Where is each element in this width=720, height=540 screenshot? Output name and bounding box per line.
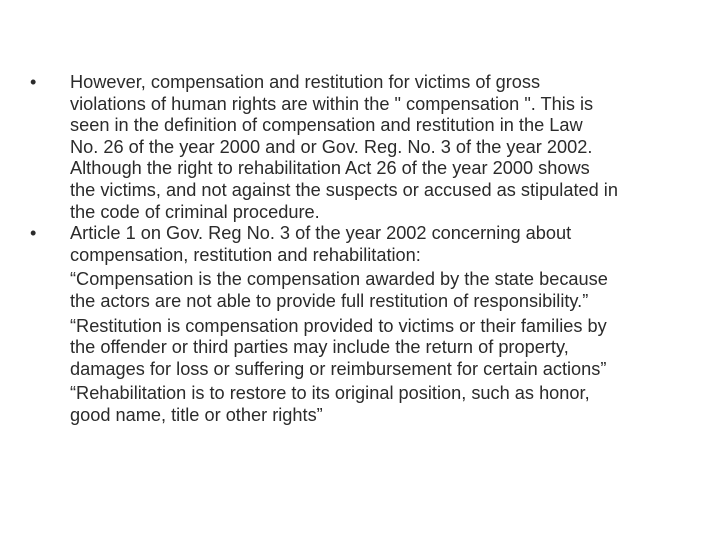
text-line: the actors are not able to provide full restitution of responsibility.”	[70, 290, 589, 311]
bullet-icon: •	[30, 72, 37, 92]
text-line: the code of criminal procedure.	[70, 201, 320, 222]
bullet-item-compensation-restitution	[28, 72, 688, 223]
text-line: compensation, restitution and rehabilitation:	[70, 244, 421, 265]
bullet-text	[70, 223, 688, 426]
text-line: seen in the definition of compensation and restitution in the Law	[70, 115, 583, 136]
text-line: damages for loss or suffering or reimbursement for certain actions”	[70, 358, 607, 379]
slide-body	[28, 72, 688, 427]
bullet-item-article-1	[28, 223, 688, 426]
text-line: violations of human rights are within the " compensation ". This is	[70, 93, 594, 114]
bullet-text	[70, 72, 688, 223]
quote-compensation	[70, 269, 688, 312]
quote-restitution	[70, 316, 688, 381]
text-line: the victims, and not against the suspects or accused as stipulated in	[70, 179, 618, 200]
bullet-icon: •	[30, 223, 37, 244]
text-line: good name, title or other rights”	[70, 404, 323, 425]
text-line: Article 1 on Gov. Reg No. 3 of the year 2002 concerning about	[70, 223, 572, 244]
text-line: the offender or third parties may include the return of property,	[70, 337, 569, 358]
text-line: Although the right to rehabilitation Act 26 of the year 2000 shows	[70, 158, 590, 179]
text-line: However, compensation and restitution for victims of gross	[70, 72, 541, 92]
quote-rehabilitation	[70, 383, 688, 426]
text-line: “Compensation is the compensation awarded by the state because	[70, 269, 608, 290]
text-line: “Restitution is compensation provided to victims or their families by	[70, 315, 607, 336]
text-line: “Rehabilitation is to restore to its original position, such as honor,	[70, 383, 590, 404]
text-line: No. 26 of the year 2000 and or Gov. Reg. No. 3 of the year 2002.	[70, 136, 593, 157]
